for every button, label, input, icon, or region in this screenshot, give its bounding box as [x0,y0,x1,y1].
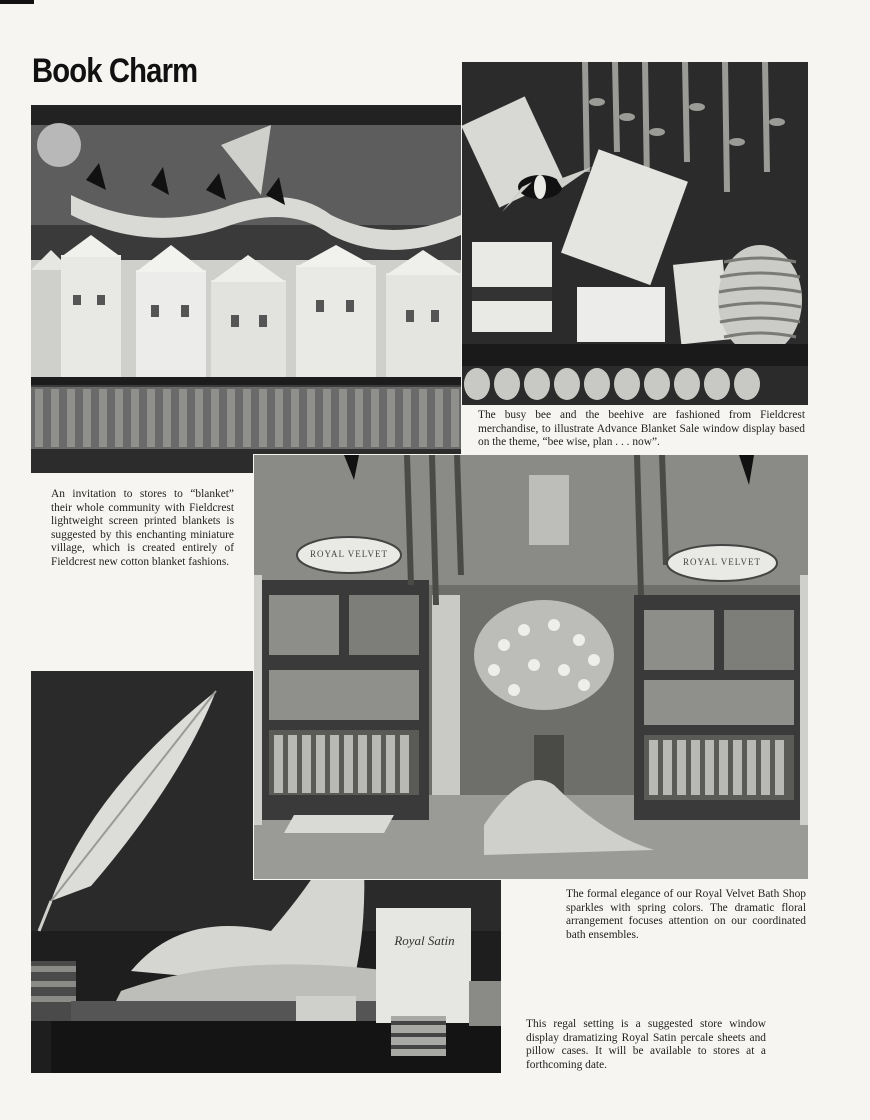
caption-village: An invitation to stores to “blanket” their whole community with Fieldcrest lightweight screen printed blankets is suggested by this enchanting miniature village, which is created entirely of Fieldcrest new cotton blanket fashions. [51,488,234,568]
bee-beehive-photo-icon [462,62,808,405]
page-title: Book Charm [32,52,198,90]
miniature-village-photo-icon [31,105,461,473]
bee-photo [462,62,808,405]
village-photo [31,105,461,473]
royal-satin-card-text: Royal Satin [394,933,455,948]
bath-shop-photo [253,454,809,880]
bath-shop-photo-icon [254,455,808,879]
caption-bath: The formal elegance of our Royal Velvet Bath Shop sparkles with spring colors. The dramatic floral arrangement focuses attention on our coordinated bath ensembles. [566,888,806,941]
royal-velvet-sign-right: ROYAL VELVET [683,557,761,567]
royal-velvet-sign-left: ROYAL VELVET [310,549,388,559]
caption-bee: The busy bee and the beehive are fashioned from Fieldcrest merchandise, to illustrate Advance Blanket Sale window display based on the theme, “bee wise, plan . . . now”. [478,409,805,449]
caption-satin: This regal setting is a suggested store window display dramatizing Royal Satin percale sheets and pillow cases. It will be available to stores at a forthcoming date. [526,1018,766,1071]
corner-mark [0,0,34,4]
